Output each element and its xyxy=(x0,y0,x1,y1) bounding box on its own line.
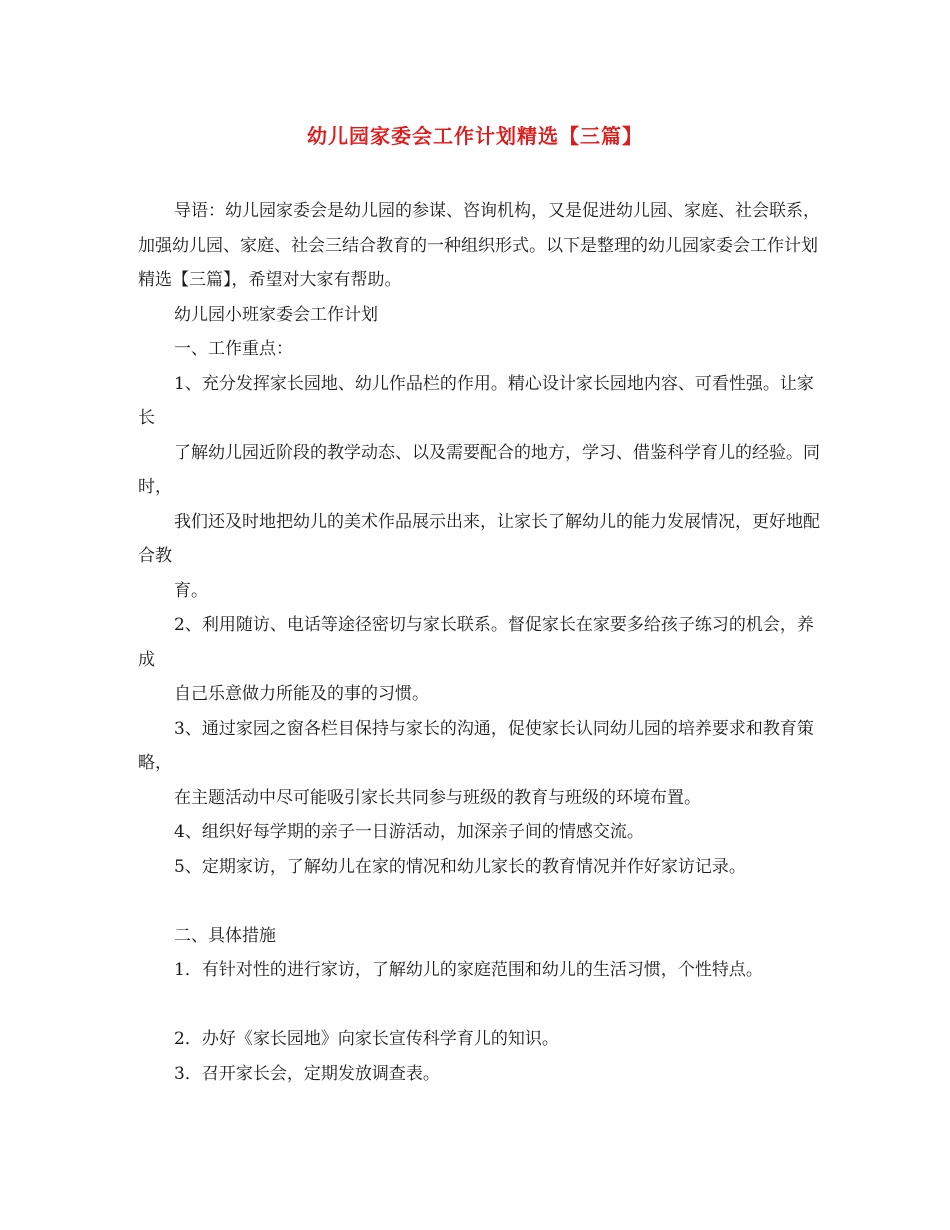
paragraph-spacer xyxy=(138,884,828,919)
section-heading-measures: 二、具体措施 xyxy=(174,925,276,946)
focus-item-2-part-2: 自己乐意做力所能及的事的习惯。 xyxy=(174,684,429,704)
focus-item-1-part-2: 了解幼儿园近阶段的教学动态、以及需要配合的地方，学习、借鉴科学育儿的经验。同时， xyxy=(138,442,820,497)
measure-item-1: 1．有针对性的进行家访，了解幼儿的家庭范围和幼儿的生活习惯，个性特点。 xyxy=(174,960,763,980)
focus-item-5: 5、定期家访，了解幼儿在家的情况和幼儿家长的教育情况并作好家访记录。 xyxy=(174,856,746,877)
focus-item-3-part-2: 在主题活动中尽可能吸引家长共同参与班级的教育与班级的环境布置。 xyxy=(174,787,701,808)
focus-item-3-part-1: 3、通过家园之窗各栏目保持与家长的沟通，促使家长认同幼儿园的培养要求和教育策略， xyxy=(138,718,814,773)
focus-item-1-part-1: 1、充分发挥家长园地、幼儿作品栏的作用。精心设计家长园地内容、可看性强。让家长 xyxy=(138,373,814,428)
paragraph-spacer xyxy=(138,988,828,1023)
focus-item-2-part-1: 2、利用随访、电话等途径密切与家长联系。督促家长在家要多给孩子练习的机会，养成 xyxy=(138,615,814,670)
document-title: 幼儿园家委会工作计划精选【三篇】 xyxy=(307,124,643,148)
intro-paragraph: 导语：幼儿园家委会是幼儿园的参谋、咨询机构，又是促进幼儿园、家庭、社会联系，加强幼儿园、家庭、社会三结合教育的一种组织形式。以下是整理的幼儿园家委会工作计划精选【三篇】，希望对大家有帮助。 xyxy=(138,201,820,290)
section-heading-work-focus: 一、工作重点： xyxy=(174,339,293,359)
plan-subtitle: 幼儿园小班家委会工作计划 xyxy=(174,304,378,325)
measure-item-3: 3．召开家长会，定期发放调查表。 xyxy=(174,1063,440,1084)
measure-item-2: 2．办好《家长园地》向家长宣传科学育儿的知识。 xyxy=(174,1029,559,1049)
document-body xyxy=(138,194,828,1091)
focus-item-1-part-4: 育。 xyxy=(174,580,208,601)
focus-item-4: 4、组织好每学期的亲子一日游活动，加深亲子间的情感交流。 xyxy=(174,822,644,842)
focus-item-1-part-3: 我们还及时地把幼儿的美术作品展示出来，让家长了解幼儿的能力发展情况，更好地配合教 xyxy=(138,511,820,566)
